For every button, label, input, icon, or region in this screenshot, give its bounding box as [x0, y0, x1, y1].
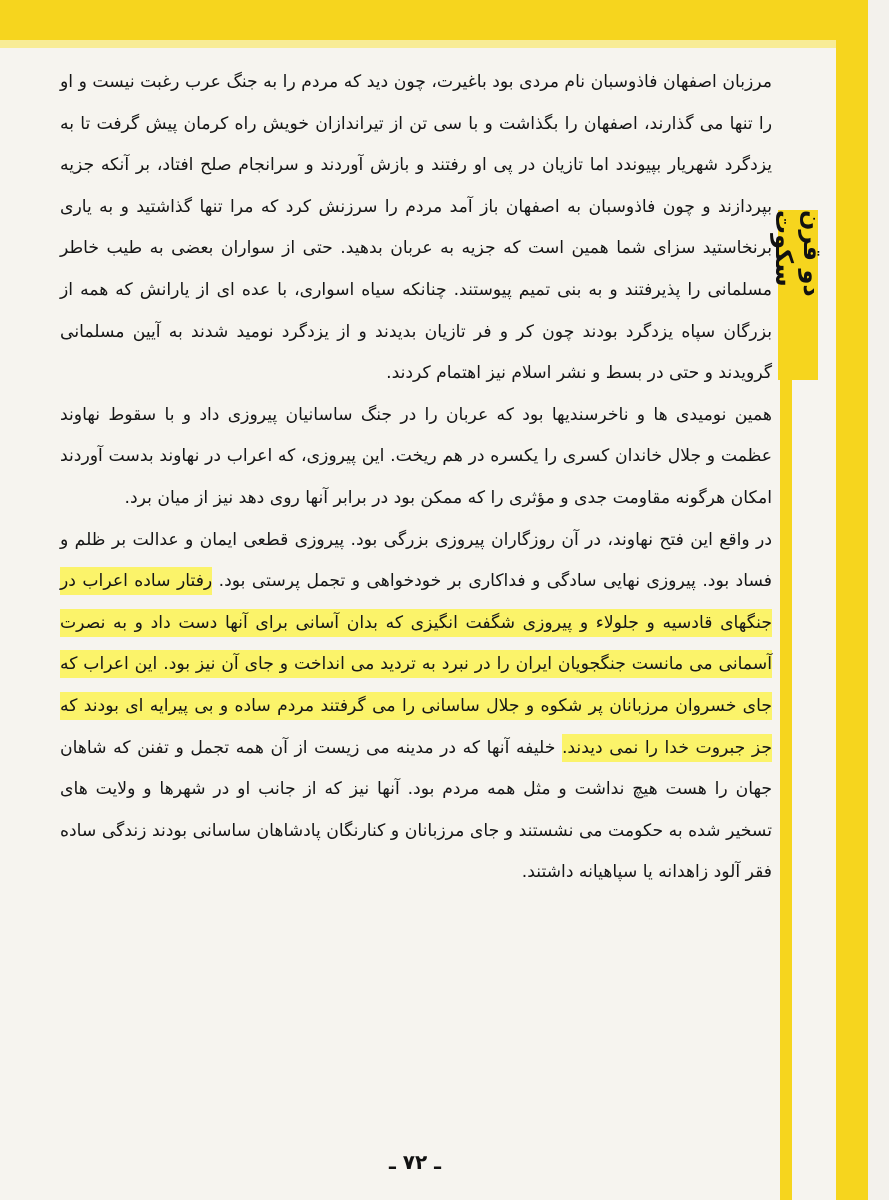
top-yellow-band-glow: [0, 40, 889, 48]
running-title: دو قرن سکوت: [778, 210, 818, 380]
right-yellow-rule: [780, 240, 792, 1200]
paragraph-3-text-after: خلیفه آنها که در مدینه می زیست از آن همه تجمل و تفنن که شاهان جهان را هست هیچ نداشت و مثل همه مردم بود. آنها نیز که از جانب او در شهرها و ولایت های تسخیر شده به حکومت می نشستند و جای مرزبانان و کنارنگان پادشاهان ساسانی بودند زندگی ساده فقر آلود زاهدانه یا سپاهیانه داشتند.: [60, 737, 772, 883]
paragraph-1: [60, 62, 772, 395]
right-yellow-band: [836, 0, 868, 1200]
top-yellow-band: [0, 0, 889, 40]
highlighted-passage: رفتار ساده اعراب در جنگهای قادسیه و جلولاء و پیروزی شگفت انگیزی که بدان آسانی برای آنها دست داد و به نصرت آسمانی می مانست جنگجویان ایران را در نبرد به تردید می انداخت و جای آن نیز بود. این اعراب که جای خسروان مرزبانان پر شکوه و جلال ساسانی را می گرفتند مردم ساده و بی پیرایه ای بودند که جز جبروت خدا را نمی دیدند.: [60, 571, 772, 758]
paragraph-3: [60, 520, 772, 894]
right-page-edge: [868, 0, 889, 1200]
paragraph-2: [60, 395, 772, 520]
paragraph-2-text: همین نومیدی ها و ناخرسندیها بود که عربان را در جنگ ساسانیان پیروزی داد و با سقوط نهاوند عظمت و جلال خاندان کسری را یکسره در هم ریخت. این پیروزی، که اعراب در نهاوند بدست آوردند امکان هرگونه مقاومت جدی و مؤثری را که ممکن بود در برابر آنها روی دهد نیز از میان برد.: [60, 404, 772, 508]
body-text: [60, 62, 772, 894]
paragraph-1-text: مرزبان اصفهان فاذوسبان نام مردی بود باغیرت، چون دید که مردم را به جنگ عرب رغبت نیست و او را تنها می گذارند، اصفهان را بگذاشت و با سی تن از تیراندازان خویش راه کرمان پیش گرفت تا به یزدگرد شهریار بپیوندد اما تازیان در پی او رفتند و بازش آوردند و سرانجام صلح افتاد، بر آنکه جزیه بپردازند و چون فاذوسبان به اصفهان باز آمد مردم را سرزنش کرد که مرا تنها گذاشتید و به یاری برنخاستید سزای شما همین است که جزیه به عربان بدهید. حتی از سواران بعضی به طیب خاطر مسلمانی را پذیرفتند و به بنی تمیم پیوستند. چنانکه سیاه اسواری، با عده ای از یارانش که همه از بزرگان سپاه یزدگرد بودند چون کر و فر تازیان بدیدند و از یزدگرد نومید شدند به آیین مسلمانی گرویدند و حتی در بسط و نشر اسلام نیز اهتمام کردند.: [60, 72, 772, 384]
page-number: ـ ۷۲ ـ: [388, 1150, 442, 1174]
paragraph-3-text-before: در واقع این فتح نهاوند، در آن روزگاران پیروزی بزرگی بود. پیروزی قطعی ایمان و عدالت بر ظلم و فساد بود. پیروزی نهایی سادگی و فداکاری بر خودخواهی و تجمل پرستی بود.: [60, 529, 772, 592]
